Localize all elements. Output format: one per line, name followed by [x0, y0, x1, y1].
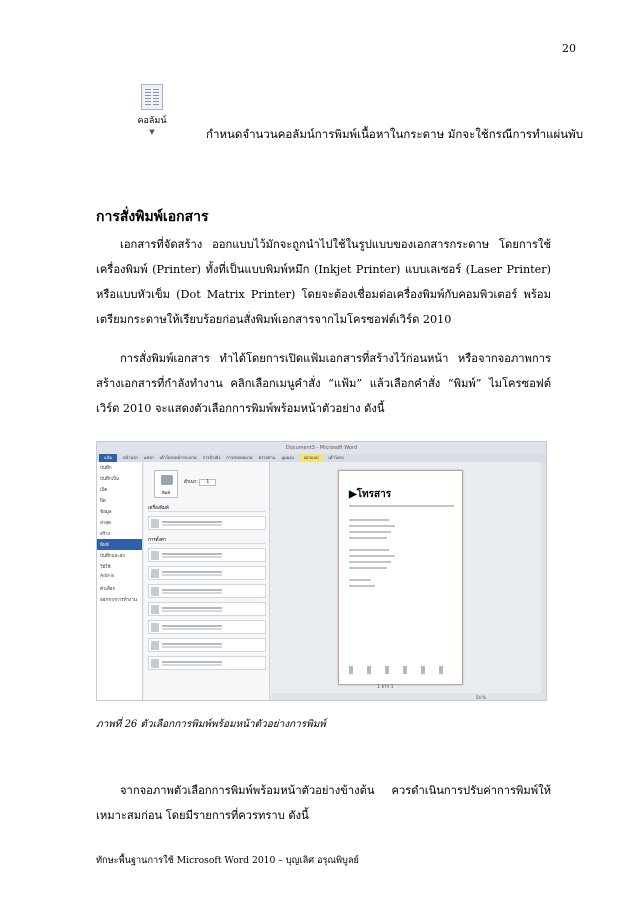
menu-item-addin: Add-In — [100, 574, 115, 579]
zoom-level: 54 % — [475, 695, 486, 700]
ribbon-tabs — [97, 454, 546, 462]
paragraph-1 — [96, 232, 551, 332]
menu-item-new: สร้าง — [100, 532, 110, 537]
printer-select — [148, 516, 266, 530]
paragraph-1-text: เอกสารที่จัดสร้าง ออกแบบไว้มักจะถูกนำไปใช้ในรูปแบบของเอกสารกระดาษ โดยการใช้เครื่องพิมพ์ (Printer) ทั้งที่เป็นแบบพิมพ์หมึก (Inkjet Printer) แบบเลเซอร์ (Laser Printer) หรือแบบหัวเข็ม (Dot Matrix Printer) โดยจะต้องเชื่อมต่อเครื่องพิมพ์กับคอมพิวเตอร์ พร้อมเตรียมกระดาษให้เรียบร้อยก่อนสั่งพิมพ์เอกสารจากไมโครซอฟต์เวิร์ด 2010 — [96, 238, 551, 326]
tab-file: แฟ้ม — [99, 454, 117, 462]
preview-scrollbar — [541, 462, 546, 701]
menu-item-info: ข้อมูล — [100, 510, 112, 515]
menu-item-exit: ออกจากการทำงาน — [100, 598, 137, 603]
setting-collated — [148, 584, 266, 598]
paragraph-2-text: การสั่งพิมพ์เอกสาร ทำได้โดยการเปิดแฟ้มเอกสารที่สร้างไว้ก่อนหน้า หรือจากจอภาพการสร้างเอกสารที่กำลังทำงาน คลิกเลือกเมนูคำสั่ง “แฟ้ม” แล้วเลือกคำสั่ง “พิมพ์” ไมโครซอฟต์เวิร์ด 2010 จะแสดงตัวเลือกการพิมพ์พร้อมหน้าตัวอย่าง ดังนี้ — [96, 352, 551, 415]
settings-section-label: การตั้งค่า — [148, 538, 167, 543]
copies-value: 1 — [199, 479, 216, 486]
menu-item-help: วิธีใช้ — [100, 565, 111, 570]
setting-paper-size — [148, 620, 266, 634]
menu-item-save: บันทึก — [100, 466, 112, 471]
preview-heading: ▶โทรสาร — [349, 489, 392, 500]
columns-icon — [141, 84, 163, 110]
columns-description: กำหนดจำนวนคอลัมน์การพิมพ์เนื้อหาในกระดาษ มักจะใช้กรณีการทำแผ่นพับ — [206, 127, 584, 141]
tab-review: ตรวจทาน — [258, 455, 276, 460]
setting-pages-per-sheet — [148, 656, 266, 670]
tab-home: หน้าแรก — [123, 455, 138, 460]
page-number: 20 — [562, 42, 576, 55]
tab-view: มุมมอง — [281, 455, 294, 460]
window-title: Document3 - Microsoft Word — [97, 442, 546, 454]
word-print-screenshot — [96, 441, 547, 701]
page-navigator: 1 จาก 1 — [377, 685, 394, 690]
print-button: พิมพ์ — [154, 470, 178, 498]
setting-orientation — [148, 602, 266, 616]
menu-item-options: ตัวเลือก — [100, 587, 116, 592]
section-title: การสั่งพิมพ์เอกสาร — [96, 209, 209, 225]
setting-one-sided — [148, 566, 266, 580]
figure-caption: ภาพที่ 26 ตัวเลือกการพิมพ์พร้อมหน้าตัวอย่างการพิมพ์ — [96, 719, 326, 730]
tab-layout: เค้าโครง — [328, 455, 344, 460]
print-settings-panel — [144, 462, 270, 701]
tab-mailings: การส่งจดหมาย — [226, 455, 253, 460]
copies-label: สำเนา: 1 — [184, 478, 216, 485]
printer-section-label: เครื่องพิมพ์ — [148, 506, 169, 511]
print-preview-area — [271, 462, 546, 701]
menu-item-recent: ล่าสุด — [100, 521, 111, 526]
columns-label: คอลัมน์ — [137, 116, 167, 126]
menu-item-save-send: บันทึกและส่ง — [100, 554, 125, 559]
setting-margins — [148, 638, 266, 652]
chevron-down-icon: ▼ — [149, 128, 155, 136]
backstage-menu — [97, 462, 143, 701]
tab-references: การอ้างอิง — [202, 455, 221, 460]
tab-insert: แทรก — [143, 455, 154, 460]
menu-item-save-as: บันทึกเป็น — [100, 477, 120, 482]
setting-print-pages — [148, 548, 266, 562]
tab-page-layout: เค้าโครงหน้ากระดาษ — [159, 455, 197, 460]
menu-item-close: ปิด — [100, 499, 106, 504]
menu-item-print: พิมพ์ — [97, 539, 142, 550]
preview-page — [338, 470, 463, 685]
menu-item-open: เปิด — [100, 488, 108, 493]
paragraph-3 — [96, 778, 551, 828]
paragraph-2 — [96, 346, 551, 421]
paragraph-3-text: จากจอภาพตัวเลือกการพิมพ์พร้อมหน้าตัวอย่างข้างต้น ควรดำเนินการปรับค่าการพิมพ์ให้เหมาะสมก่อน โดยมีรายการที่ควรทราบ ดังนี้ — [96, 784, 551, 822]
tab-design: ออกแบบ — [300, 454, 323, 462]
columns-button — [134, 84, 170, 144]
zoom-status — [271, 693, 546, 701]
page-footer: ทักษะพื้นฐานการใช้ Microsoft Word 2010 – บุญเลิศ อรุณพิบูลย์ — [96, 855, 359, 866]
